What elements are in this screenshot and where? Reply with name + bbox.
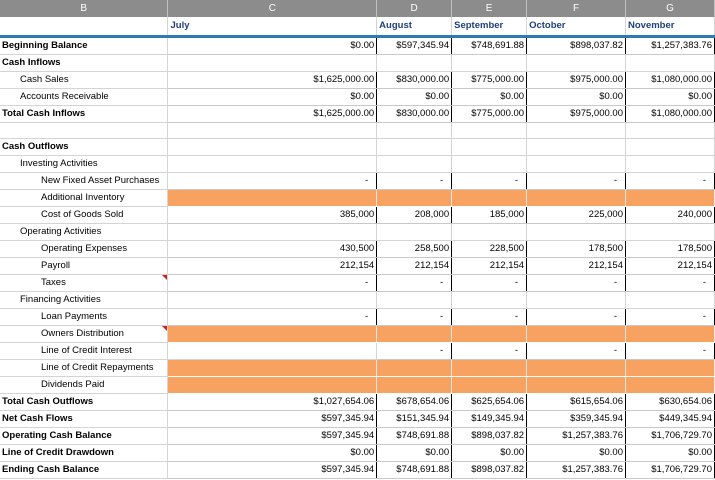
cell-october[interactable]: -: [527, 342, 626, 359]
cell-october[interactable]: [527, 325, 626, 342]
cell-september[interactable]: [452, 223, 527, 240]
cell-august[interactable]: $151,345.94: [377, 410, 452, 427]
cell-july[interactable]: $1,625,000.00: [168, 105, 377, 122]
cell-august[interactable]: [377, 223, 452, 240]
row-label[interactable]: Owners Distribution: [0, 325, 168, 342]
cell-july[interactable]: 430,500: [168, 240, 377, 257]
row-label[interactable]: Ending Cash Balance: [0, 461, 168, 478]
cell-october[interactable]: [527, 189, 626, 206]
cell-august[interactable]: $678,654.06: [377, 393, 452, 410]
cell-july[interactable]: [168, 376, 377, 393]
cell-october[interactable]: $615,654.06: [527, 393, 626, 410]
cell-october[interactable]: -: [527, 308, 626, 325]
row-label[interactable]: [0, 122, 168, 138]
cell-september[interactable]: 228,500: [452, 240, 527, 257]
cell-november[interactable]: [626, 359, 715, 376]
cell-august[interactable]: $748,691.88: [377, 427, 452, 444]
table-row: [0, 105, 715, 122]
row-label[interactable]: Taxes: [0, 274, 168, 291]
row-label[interactable]: New Fixed Asset Purchases: [0, 172, 168, 189]
cell-september[interactable]: $775,000.00: [452, 105, 527, 122]
month-header-blank[interactable]: [0, 17, 168, 36]
table-row: [0, 36, 715, 54]
row-label[interactable]: Additional Inventory: [0, 189, 168, 206]
cell-july[interactable]: -: [168, 308, 377, 325]
cell-september[interactable]: [452, 122, 527, 138]
month-header-july[interactable]: July: [168, 17, 377, 36]
cell-september[interactable]: [452, 376, 527, 393]
cell-july[interactable]: [168, 155, 377, 172]
table-row: [0, 257, 715, 274]
row-label[interactable]: Cash Inflows: [0, 54, 168, 71]
cell-october[interactable]: $0.00: [527, 444, 626, 461]
cell-october[interactable]: $975,000.00: [527, 71, 626, 88]
cell-september[interactable]: [452, 189, 527, 206]
cell-july[interactable]: $1,027,654.06: [168, 393, 377, 410]
table-row: [0, 54, 715, 71]
row-label[interactable]: Operating Cash Balance: [0, 427, 168, 444]
table-row: [0, 223, 715, 240]
table-row: [0, 122, 715, 138]
cell-july[interactable]: [168, 223, 377, 240]
table-row: [0, 325, 715, 342]
cell-october[interactable]: 212,154: [527, 257, 626, 274]
cell-november[interactable]: -: [626, 172, 715, 189]
cell-november[interactable]: [626, 376, 715, 393]
column-header-d[interactable]: D: [377, 0, 452, 17]
table-row: [0, 274, 715, 291]
cell-september[interactable]: -: [452, 172, 527, 189]
cell-july[interactable]: [168, 325, 377, 342]
table-row: [0, 240, 715, 257]
table-row: [0, 155, 715, 172]
table-row: [0, 444, 715, 461]
column-header-f[interactable]: F: [527, 0, 626, 17]
cell-july[interactable]: -: [168, 172, 377, 189]
cell-august[interactable]: [377, 155, 452, 172]
cell-july[interactable]: [168, 54, 377, 71]
cell-october[interactable]: [527, 359, 626, 376]
cell-july[interactable]: [168, 359, 377, 376]
cell-august[interactable]: [377, 359, 452, 376]
cell-august[interactable]: -: [377, 172, 452, 189]
cell-november[interactable]: $630,654.06: [626, 393, 715, 410]
cell-november[interactable]: $1,706,729.70: [626, 427, 715, 444]
cell-september[interactable]: 185,000: [452, 206, 527, 223]
cell-august[interactable]: [377, 122, 452, 138]
cell-september[interactable]: -: [452, 274, 527, 291]
cell-october[interactable]: 225,000: [527, 206, 626, 223]
table-row: [0, 138, 715, 155]
table-row: [0, 342, 715, 359]
cell-september[interactable]: [452, 54, 527, 71]
table-row: [0, 189, 715, 206]
cell-july[interactable]: $0.00: [168, 444, 377, 461]
cell-november[interactable]: 212,154: [626, 257, 715, 274]
cell-august[interactable]: $830,000.00: [377, 71, 452, 88]
cell-november[interactable]: -: [626, 342, 715, 359]
cell-november[interactable]: $0.00: [626, 88, 715, 105]
cell-september[interactable]: $748,691.88: [452, 36, 527, 54]
row-label[interactable]: Cash Sales: [0, 71, 168, 88]
cell-october[interactable]: [527, 138, 626, 155]
cell-july[interactable]: $597,345.94: [168, 461, 377, 478]
cell-october[interactable]: 178,500: [527, 240, 626, 257]
cell-august[interactable]: $0.00: [377, 88, 452, 105]
row-label[interactable]: Line of Credit Drawdown: [0, 444, 168, 461]
cell-september[interactable]: -: [452, 308, 527, 325]
cell-october[interactable]: $0.00: [527, 88, 626, 105]
cell-september[interactable]: 212,154: [452, 257, 527, 274]
cell-august[interactable]: -: [377, 308, 452, 325]
cell-july[interactable]: 212,154: [168, 257, 377, 274]
cell-august[interactable]: -: [377, 342, 452, 359]
cell-july[interactable]: [168, 138, 377, 155]
cell-august[interactable]: $0.00: [377, 444, 452, 461]
month-header-row: [0, 17, 715, 36]
cell-november[interactable]: $1,706,729.70: [626, 461, 715, 478]
cell-august[interactable]: 212,154: [377, 257, 452, 274]
cell-november[interactable]: [626, 122, 715, 138]
table-row: [0, 172, 715, 189]
row-label[interactable]: Accounts Receivable: [0, 88, 168, 105]
cell-september[interactable]: [452, 155, 527, 172]
table-row: [0, 88, 715, 105]
row-label[interactable]: Total Cash Inflows: [0, 105, 168, 122]
row-label[interactable]: Investing Activities: [0, 155, 168, 172]
row-label[interactable]: Cash Outflows: [0, 138, 168, 155]
cell-august[interactable]: -: [377, 274, 452, 291]
cell-august[interactable]: [377, 376, 452, 393]
cell-august[interactable]: [377, 138, 452, 155]
month-header-november[interactable]: November: [626, 17, 715, 36]
row-label[interactable]: Line of Credit Repayments: [0, 359, 168, 376]
cell-september[interactable]: $898,037.82: [452, 427, 527, 444]
row-label[interactable]: Beginning Balance: [0, 36, 168, 54]
month-header-august[interactable]: August: [377, 17, 452, 36]
cell-september[interactable]: $625,654.06: [452, 393, 527, 410]
cell-october[interactable]: [527, 122, 626, 138]
cell-september[interactable]: $775,000.00: [452, 71, 527, 88]
month-header-october[interactable]: October: [527, 17, 626, 36]
cell-october[interactable]: $898,037.82: [527, 36, 626, 54]
cell-august[interactable]: $597,345.94: [377, 36, 452, 54]
cell-august[interactable]: 258,500: [377, 240, 452, 257]
cell-november[interactable]: -: [626, 308, 715, 325]
cell-september[interactable]: [452, 359, 527, 376]
cell-october[interactable]: [527, 223, 626, 240]
cell-september[interactable]: [452, 325, 527, 342]
cell-july[interactable]: 385,000: [168, 206, 377, 223]
cell-august[interactable]: $748,691.88: [377, 461, 452, 478]
table-row: [0, 461, 715, 478]
cell-september[interactable]: $0.00: [452, 88, 527, 105]
cell-november[interactable]: [626, 138, 715, 155]
cell-august[interactable]: [377, 325, 452, 342]
cell-november[interactable]: $449,345.94: [626, 410, 715, 427]
cell-october[interactable]: [527, 54, 626, 71]
cell-october[interactable]: [527, 291, 626, 308]
cell-november[interactable]: -: [626, 274, 715, 291]
cell-november[interactable]: $1,080,000.00: [626, 71, 715, 88]
cell-august[interactable]: [377, 54, 452, 71]
cell-november[interactable]: 240,000: [626, 206, 715, 223]
table-row: [0, 427, 715, 444]
month-header-september[interactable]: September: [452, 17, 527, 36]
cell-september[interactable]: [452, 138, 527, 155]
table-row: [0, 291, 715, 308]
cell-november[interactable]: [626, 54, 715, 71]
cell-july[interactable]: $0.00: [168, 36, 377, 54]
cell-october[interactable]: $975,000.00: [527, 105, 626, 122]
cell-july[interactable]: $0.00: [168, 88, 377, 105]
cell-november[interactable]: 178,500: [626, 240, 715, 257]
row-label[interactable]: Cost of Goods Sold: [0, 206, 168, 223]
table-row: [0, 71, 715, 88]
cell-september[interactable]: $898,037.82: [452, 461, 527, 478]
row-label[interactable]: Financing Activities: [0, 291, 168, 308]
cell-october[interactable]: $359,345.94: [527, 410, 626, 427]
cell-october[interactable]: $1,257,383.76: [527, 427, 626, 444]
table-row: [0, 376, 715, 393]
table-row: [0, 393, 715, 410]
cell-september[interactable]: -: [452, 342, 527, 359]
cell-october[interactable]: -: [527, 172, 626, 189]
cell-november[interactable]: [626, 223, 715, 240]
cell-september[interactable]: $0.00: [452, 444, 527, 461]
cell-august[interactable]: $830,000.00: [377, 105, 452, 122]
table-row: [0, 359, 715, 376]
column-header-c[interactable]: C: [168, 0, 377, 17]
row-label[interactable]: Net Cash Flows: [0, 410, 168, 427]
cell-november[interactable]: $1,257,383.76: [626, 36, 715, 54]
cell-july[interactable]: [168, 291, 377, 308]
row-label[interactable]: Total Cash Outflows: [0, 393, 168, 410]
column-header-b[interactable]: B: [0, 0, 168, 17]
row-label[interactable]: Operating Activities: [0, 223, 168, 240]
table-row: [0, 410, 715, 427]
cell-october[interactable]: [527, 376, 626, 393]
cell-september[interactable]: $149,345.94: [452, 410, 527, 427]
column-header-e[interactable]: E: [452, 0, 527, 17]
row-label[interactable]: Loan Payments: [0, 308, 168, 325]
row-label[interactable]: Payroll: [0, 257, 168, 274]
table-row: [0, 308, 715, 325]
cell-november[interactable]: [626, 291, 715, 308]
cell-august[interactable]: 208,000: [377, 206, 452, 223]
cell-october[interactable]: $1,257,383.76: [527, 461, 626, 478]
cell-july[interactable]: -: [168, 274, 377, 291]
cell-october[interactable]: -: [527, 274, 626, 291]
cell-july[interactable]: $597,345.94: [168, 410, 377, 427]
row-label[interactable]: Line of Credit Interest: [0, 342, 168, 359]
cell-october[interactable]: [527, 155, 626, 172]
column-header-row: [0, 0, 715, 17]
cell-july[interactable]: [168, 189, 377, 206]
row-label[interactable]: Operating Expenses: [0, 240, 168, 257]
cell-november[interactable]: $0.00: [626, 444, 715, 461]
table-row: [0, 206, 715, 223]
cell-november[interactable]: [626, 155, 715, 172]
cell-july[interactable]: $597,345.94: [168, 427, 377, 444]
cell-september[interactable]: [452, 291, 527, 308]
cell-august[interactable]: [377, 189, 452, 206]
cell-july[interactable]: [168, 122, 377, 138]
cell-august[interactable]: [377, 291, 452, 308]
row-label[interactable]: Dividends Paid: [0, 376, 168, 393]
cell-november[interactable]: [626, 325, 715, 342]
column-header-g[interactable]: G: [626, 0, 715, 17]
cell-november[interactable]: $1,080,000.00: [626, 105, 715, 122]
cell-july[interactable]: [168, 342, 377, 359]
cell-november[interactable]: [626, 189, 715, 206]
cell-july[interactable]: $1,625,000.00: [168, 71, 377, 88]
